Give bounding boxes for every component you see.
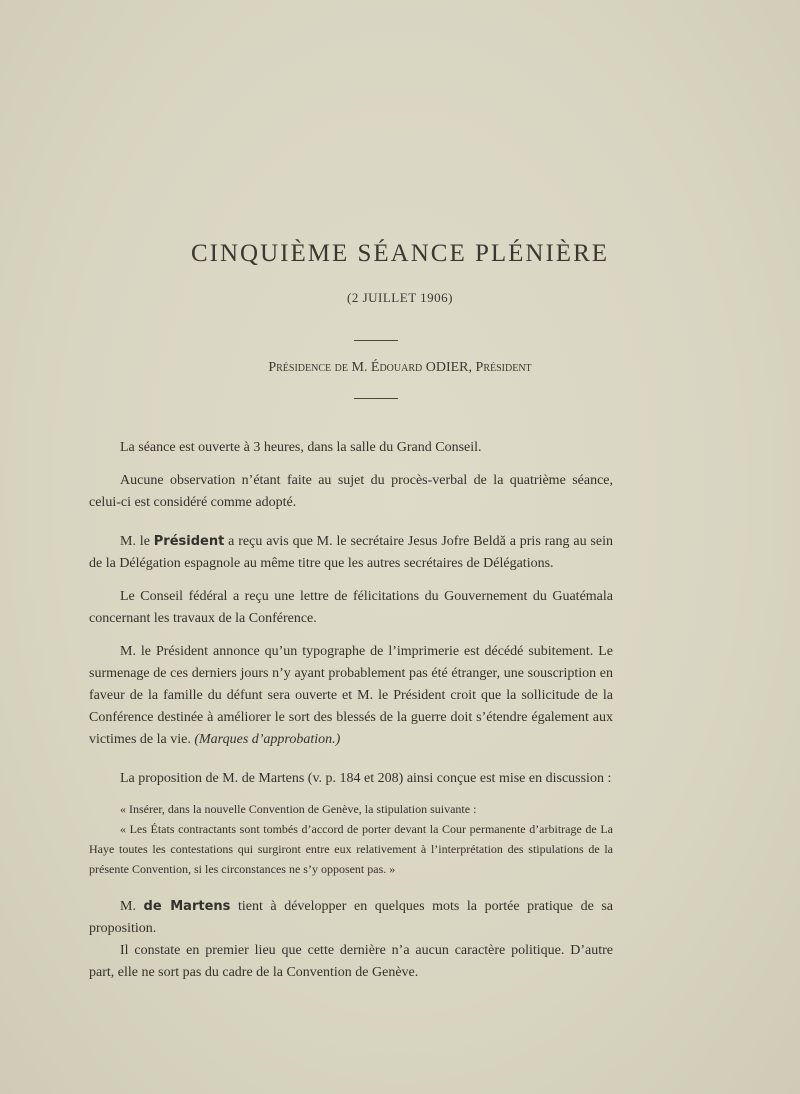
approval-note: (Marques d’approbation.)	[194, 732, 341, 747]
paragraph-adoption: Aucune observation n’étant faite au sujet du procès-verbal de la quatrième séance, celui-ci est considéré comme adopté.	[89, 473, 613, 510]
presidency-name: ODIER,	[425, 360, 473, 375]
divider-bottom	[354, 398, 398, 399]
paragraph-political: Il constate en premier lieu que cette dernière n’a aucun caractère politique. D’autre part, elle ne sort pas du cadre de la Convention de Genève.	[89, 943, 613, 980]
divider-top	[354, 340, 398, 341]
paragraph-secretary-pre: M. le	[120, 534, 154, 549]
paragraph-secretary-post: a reçu avis que M. le secrétaire Jesus Jofre Beldă a pris rang au sein de la Délégation espagnole au même titre que les autres secrétaires de Délégations.	[89, 534, 613, 571]
paragraph-martens	[89, 896, 613, 940]
quote-insert: « Insérer, dans la nouvelle Convention de Genève, la stipulation suivante :	[120, 802, 477, 816]
paragraph-martens-post: tient à développer en quelques mots la portée pratique de sa proposition.	[89, 899, 614, 936]
paragraph-typographer-main: M. le Président annonce qu’un typographe de l’imprimerie est décédé subitement. Le surmenage de ces derniers jours n’y ayant probablement pas été étranger, une souscription en faveur de la famille du défunt sera ouverte et M. le Président croit que la sollicitude de la Conférence destinée à améliorer le sort des blessés de la guerre doit s’étendre également aux victimes de la vie.	[89, 644, 613, 747]
paragraph-opening: La séance est ouverte à 3 heures, dans la salle du Grand Conseil.	[120, 440, 482, 455]
presidency-prefix: Présidence de M. Édouard	[268, 360, 423, 375]
presidency-suffix: Président	[475, 360, 532, 375]
speaker-martens: de Martens	[143, 899, 231, 914]
presidency-line	[0, 360, 800, 376]
minutes-body	[89, 437, 613, 984]
page-title: CINQUIÈME SÉANCE PLÉNIÈRE	[190, 240, 610, 267]
quote-stipulation: « Les États contractants sont tombés d’accord de porter devant la Cour permanente d’arbitrage de La Haye toutes les contestations qui surgiront entre eux relativement à l’interprétation des stipulations de la présente Convention, si les circonstances ne s’y opposent pas. »	[89, 822, 613, 876]
speaker-president: Président	[153, 534, 225, 549]
paragraph-proposal: La proposition de M. de Martens (v. p. 184 et 208) ainsi conçue est mise en discussion :	[120, 771, 612, 786]
paragraph-typographer	[89, 641, 613, 751]
paragraph-secretary	[89, 531, 613, 575]
session-date: (2 JUILLET 1906)	[347, 290, 453, 305]
paragraph-federal-council: Le Conseil fédéral a reçu une lettre de félicitations du Gouvernement du Guatémala concernant les travaux de la Conférence.	[89, 589, 613, 626]
paragraph-martens-pre: M.	[120, 899, 144, 914]
